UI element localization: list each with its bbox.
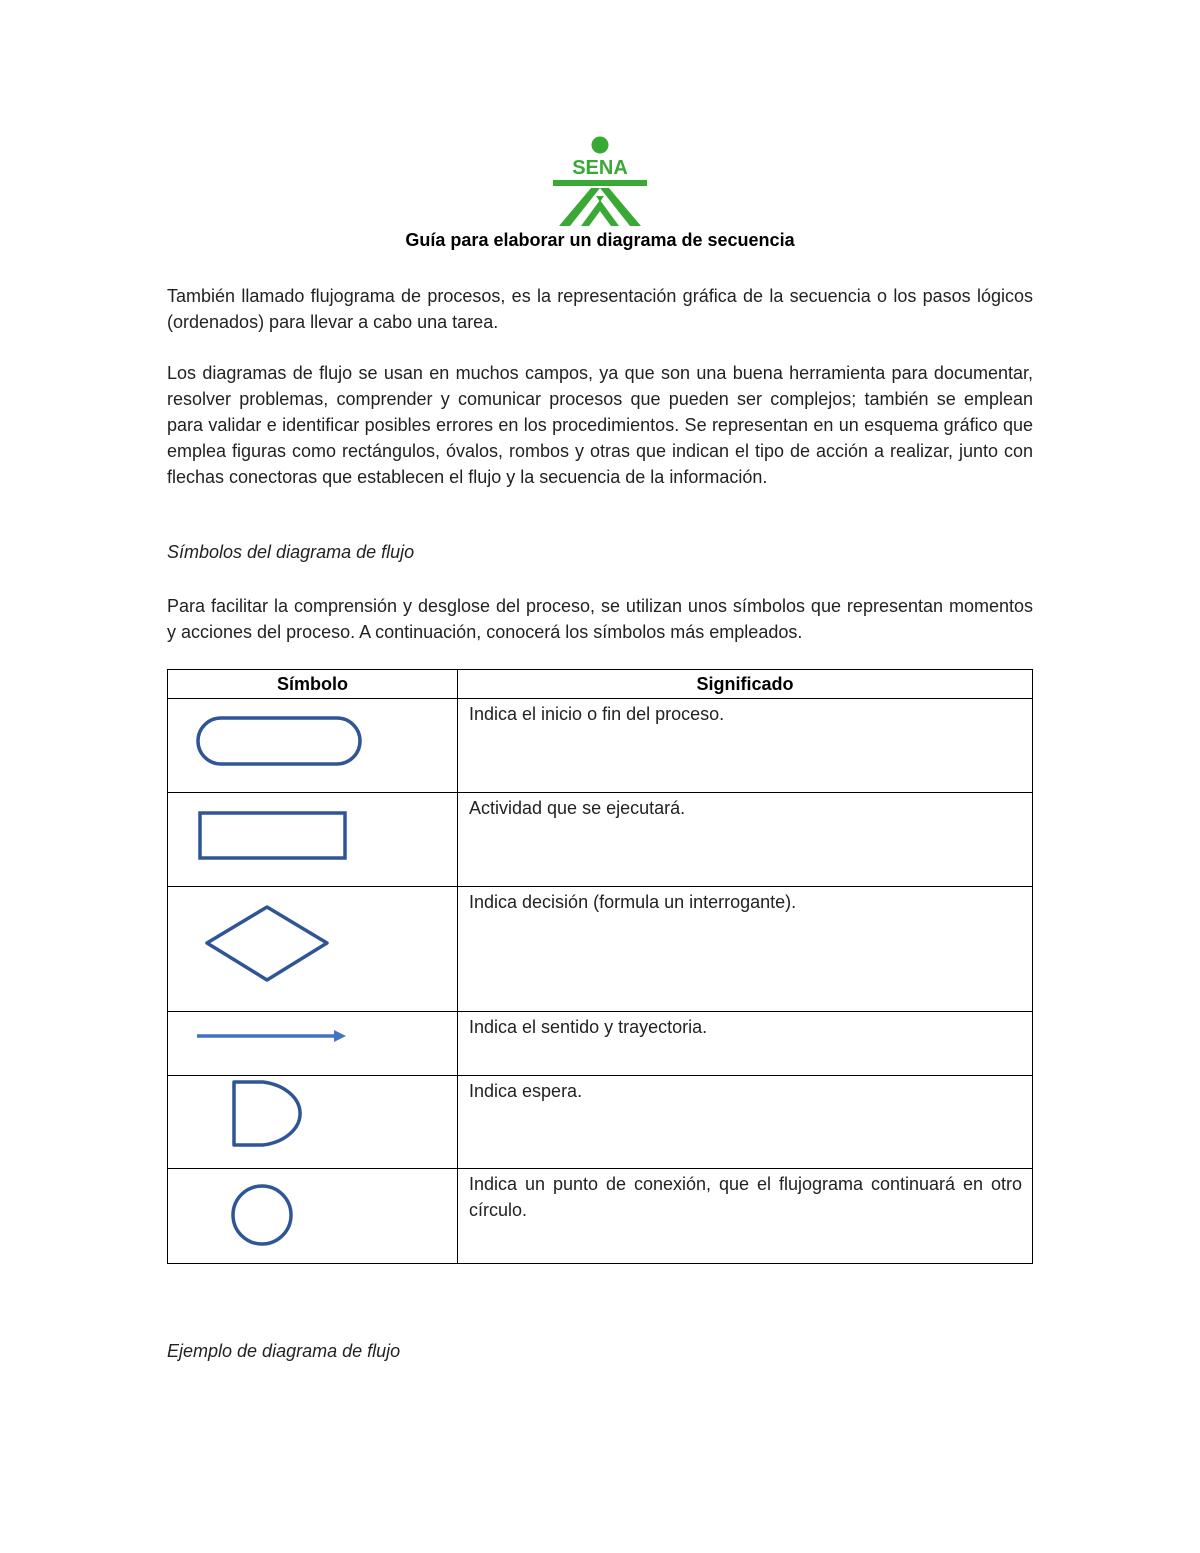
svg-text:SENA: SENA (572, 157, 628, 179)
table-row (168, 793, 1033, 887)
intro-paragraph: También llamado flujograma de procesos, es la representación gráfica de la secuencia o los pasos lógicos (ordenados) para llevar a cabo una tarea. (167, 286, 1033, 332)
meaning-cell (458, 1076, 1033, 1169)
symbol-cell (168, 699, 458, 793)
meaning-text: Indica espera. (469, 1081, 583, 1101)
meaning-column-header: Significado (458, 670, 1033, 699)
meaning-cell (458, 887, 1033, 1012)
meaning-text: Actividad que se ejecutará. (469, 798, 686, 818)
meaning-text: Indica el inicio o fin del proceso. (469, 704, 725, 724)
meaning-text: Indica decisión (formula un interrogante). (469, 892, 797, 912)
table-row (168, 887, 1033, 1012)
decision-diamond-icon (168, 887, 458, 1011)
terminator-shape-icon (168, 699, 458, 792)
symbol-cell (168, 1076, 458, 1169)
usage-paragraph: Los diagramas de flujo se usan en muchos campos, ya que son una buena herramienta para documentar, resolver problemas, comprender y comunicar procesos que pueden ser complejos; también se emplean para validar e identificar posibles errores en los procedimientos. Se representan en un esquema gráfico que emplea figuras como rectángulos, óvalos, rombos y otras que indican el tipo de acción a realizar, junto con flechas conectoras que establecen el flujo y la secuencia de la información. (167, 363, 1033, 487)
table-row (168, 1012, 1033, 1076)
symbols-subheading: Símbolos del diagrama de flujo (167, 542, 415, 562)
table-row (168, 699, 1033, 793)
meaning-cell (458, 793, 1033, 887)
table-header-row (168, 670, 1033, 699)
symbol-cell (168, 793, 458, 887)
example-subheading: Ejemplo de diagrama de flujo (167, 1341, 401, 1361)
delay-shape-icon (168, 1076, 458, 1168)
symbol-cell (168, 887, 458, 1012)
symbol-column-header: Símbolo (168, 670, 458, 699)
table-row (168, 1076, 1033, 1169)
process-rectangle-icon (168, 793, 458, 886)
symbol-cell (168, 1012, 458, 1076)
symbol-cell (168, 1169, 458, 1264)
symbols-intro-paragraph: Para facilitar la comprensión y desglose del proceso, se utilizan unos símbolos que representan momentos y acciones del proceso. A continuación, conocerá los símbolos más empleados. (167, 596, 1033, 642)
page-title: Guía para elaborar un diagrama de secuencia (405, 230, 795, 250)
meaning-cell (458, 1169, 1033, 1264)
symbols-table (167, 669, 1033, 1264)
flow-arrow-icon (168, 1012, 458, 1075)
meaning-text: Indica un punto de conexión, que el flujograma continuará en otro círculo. (469, 1174, 1022, 1220)
sena-logo-icon (551, 136, 649, 228)
meaning-cell (458, 699, 1033, 793)
meaning-text: Indica el sentido y trayectoria. (469, 1017, 708, 1037)
meaning-cell (458, 1012, 1033, 1076)
connector-circle-icon (168, 1169, 458, 1263)
table-row (168, 1169, 1033, 1264)
